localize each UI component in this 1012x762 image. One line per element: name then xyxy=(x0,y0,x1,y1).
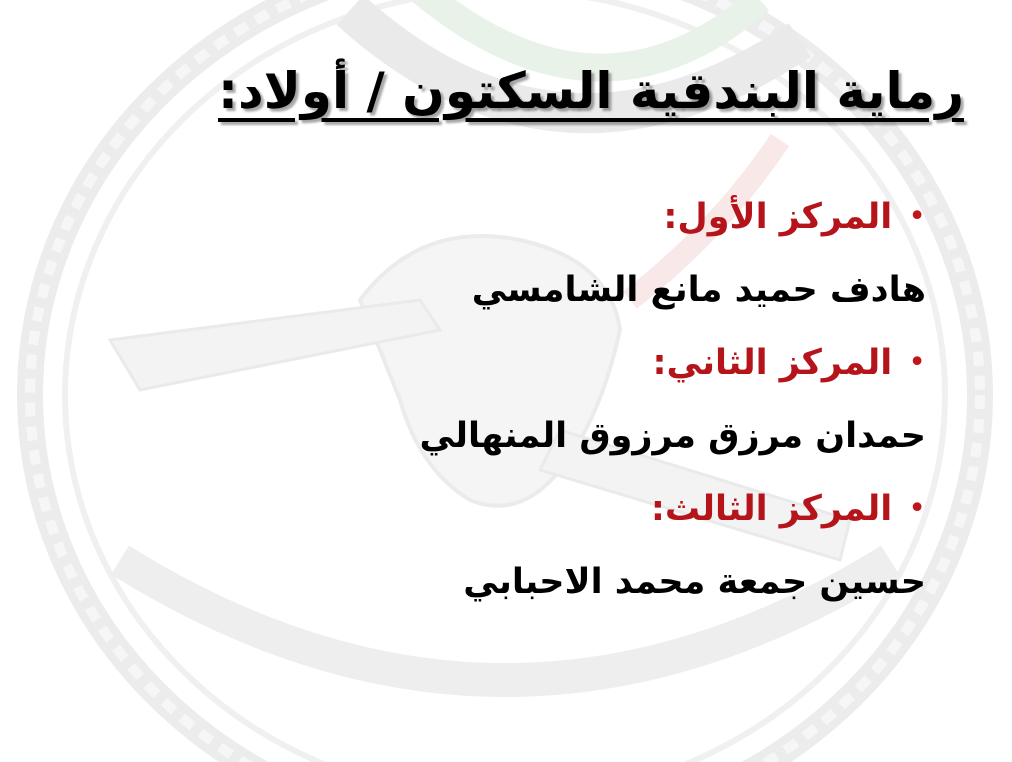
winner-name: هادف حميد مانع الشامسي xyxy=(471,270,926,310)
list-item xyxy=(419,334,926,480)
slide-title: رماية البندقية السكتون / أولاد: xyxy=(218,62,964,120)
place-label: المركز الثاني: xyxy=(652,343,893,383)
bullet-icon: • xyxy=(908,199,926,234)
place-label: المركز الثالث: xyxy=(650,489,893,529)
place-label: المركز الأول: xyxy=(663,197,893,237)
place-heading-second xyxy=(419,334,926,392)
place-heading-third xyxy=(419,480,926,538)
list-item xyxy=(419,188,926,334)
results-list xyxy=(419,188,926,626)
bullet-icon: • xyxy=(908,491,926,526)
list-item xyxy=(419,480,926,626)
place-heading-first xyxy=(419,188,926,246)
winner-name-second xyxy=(419,392,926,480)
winner-name: حمدان مرزق مرزوق المنهالي xyxy=(419,416,926,456)
winner-name-first xyxy=(419,246,926,334)
winner-name: حسين جمعة محمد الاحبابي xyxy=(463,562,926,602)
bullet-icon: • xyxy=(908,345,926,380)
winner-name-third xyxy=(419,538,926,626)
